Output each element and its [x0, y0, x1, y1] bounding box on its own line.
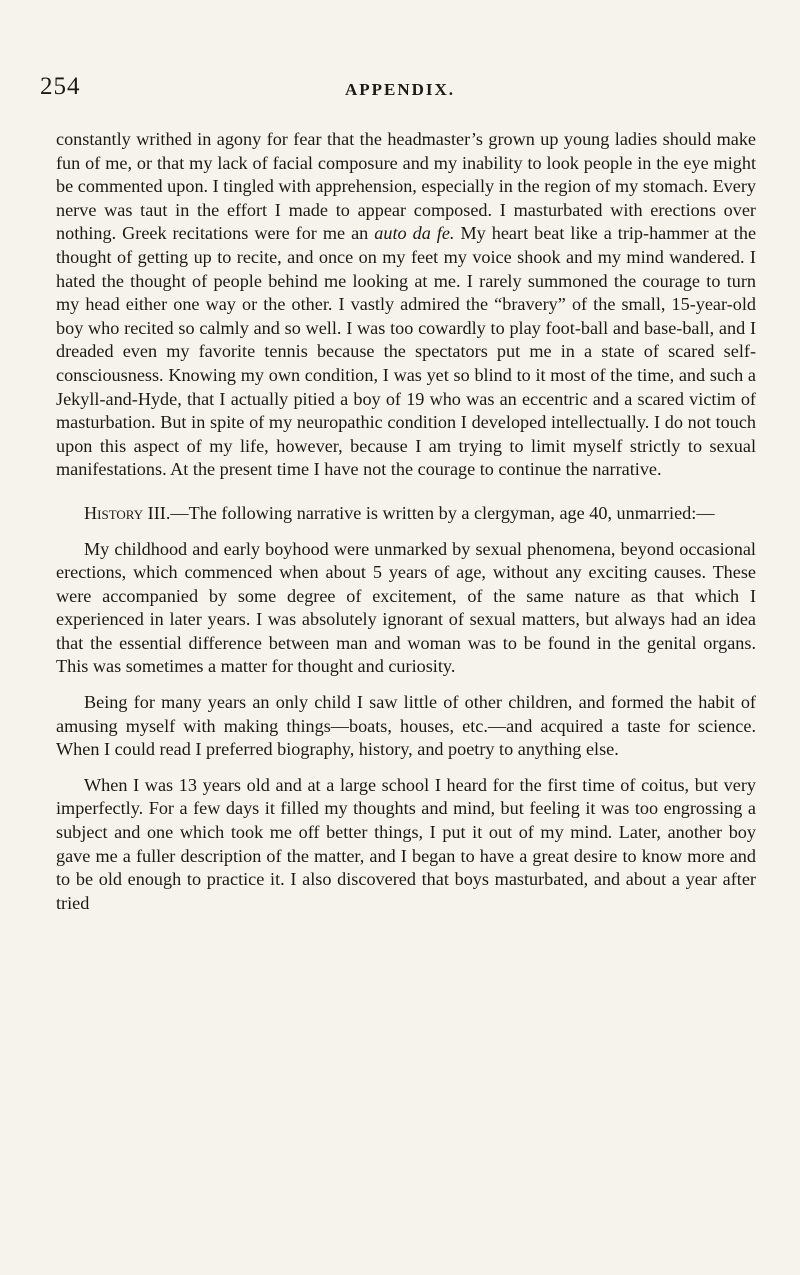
history-intro: —The following narrative is written by a clergyman, age 40, unmarried:— [170, 502, 715, 523]
paragraph: When I was 13 years old and at a large school I heard for the first time of coitus, but very imperfectly. For a few days it filled my thoughts and mind, but feeling it was too engrossing a subject and one which took me off better things, I put it out of my mind. Later, another boy gave me a fuller description of the matter, and I began to have a great desire to know more and to be old enough to practice it. I also discovered that boys masturbated, and about a year after tried [56, 774, 756, 913]
italic-phrase: auto da fe. [374, 223, 455, 244]
paragraph-text: My heart beat like a trip-hammer at the thought of getting up to recite, and once on my feet my voice shook and my mind wandered. I hated the thought of people behind me looking at me. I rarely summoned the courage to turn my head either one way or the other. I vastly admired the “bravery” of the small, 15-year-old boy who recited so calmly and so well. I was too cowardly to play foot-ball and base-ball, and I dreaded even my favorite tennis because the spectators put me in a state of scared self-consciousness. Knowing my own condition, I was yet so blind to it most of the time, and such a Jekyll-and-Hyde, that I actually pitied a boy of 19 who was an eccentric and a scared victim of masturbation. But in spite of my neuropathic condition I developed intellectually. I do not touch upon this aspect of my life, however, because I am trying to limit myself strictly to sexual manifestations. At the present time I have not the courage to continue the narrative. [56, 223, 757, 480]
history-heading-paragraph [56, 502, 756, 526]
paragraph-gap [56, 679, 756, 691]
running-head: APPENDIX. [344, 80, 456, 99]
paragraph: My childhood and early boyhood were unmarked by sexual phenomena, beyond occasional erections, which commenced when about 5 years of age, without any exciting causes. These were accompanied by some degree of excitement, of the same nature as that which I experienced in later years. I was absolutely ignorant of sexual matters, but always had an idea that the essential difference between man and woman was to be found in the genital organs. This was sometimes a matter for thought and curiosity. [56, 538, 756, 677]
paragraph-continued [56, 128, 756, 482]
page-number: 254 [40, 73, 81, 100]
paragraph-gap [56, 762, 756, 774]
paragraph: Being for many years an only child I saw little of other children, and formed the habit of amusing myself with making things—boats, houses, etc.—and acquired a taste for science. When I could read I preferred biography, history, and poetry to anything else. [56, 692, 756, 760]
body-text [56, 128, 756, 915]
section-gap [56, 482, 756, 502]
history-label: History III. [84, 502, 171, 523]
paragraph-text: constantly writhed in agony for fear that the headmaster’s grown up young ladies should make fun of me, or that my lack of facial composure and my inability to look people in the eye might be commented upon. I tingled with apprehension, especially in the region of my stomach. Every nerve was taut in the effort I made to appear composed. I masturbated with erections over nothing. Greek recitations were for me an [56, 129, 756, 244]
paragraph-gap [56, 526, 756, 538]
